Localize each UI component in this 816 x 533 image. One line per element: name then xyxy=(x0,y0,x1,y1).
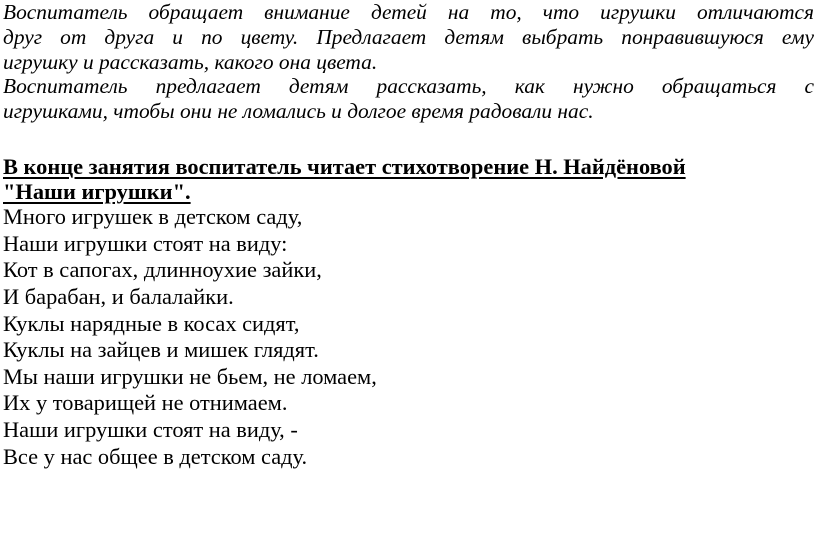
spacer xyxy=(3,124,814,149)
intro-paragraph-colors xyxy=(3,0,814,74)
document-page xyxy=(3,0,814,470)
poem-line: И барабан, и балалайки. xyxy=(3,283,234,309)
paragraph-line: Воспитатель предлагает детям рассказать, как нужно обращаться с xyxy=(3,74,814,99)
poem-heading xyxy=(3,155,814,204)
poem-line: Куклы нарядные в косах сидят, xyxy=(3,310,300,336)
poem-heading-line: "Наши игрушки". xyxy=(3,178,191,204)
poem-heading-line: В конце занятия воспитатель читает стихотворение Н. Найдёновой xyxy=(3,153,686,179)
intro-paragraph-care xyxy=(3,74,814,124)
poem-line: Их у товарищей не отнимаем. xyxy=(3,390,288,416)
poem-line: Куклы на зайцев и мишек глядят. xyxy=(3,337,319,363)
paragraph-line: игрушку и рассказать, какого она цвета. xyxy=(3,49,378,74)
poem-line: Все у нас общее в детском саду. xyxy=(3,443,308,469)
poem-line: Много игрушек в детском саду, xyxy=(3,204,303,230)
paragraph-line: Воспитатель обращает внимание детей на то, что игрушки отличаются xyxy=(3,0,814,24)
paragraph-line: друг от друга и по цвету. Предлагает детям выбрать понравившуюся ему xyxy=(3,24,814,49)
poem-text xyxy=(3,204,814,470)
paragraph-line: игрушками, чтобы они не ломались и долгое время радовали нас. xyxy=(3,99,594,124)
poem-line: Наши игрушки стоят на виду, - xyxy=(3,416,298,442)
poem-line: Кот в сапогах, длинноухие зайки, xyxy=(3,257,322,283)
poem-line: Мы наши игрушки не бьем, не ломаем, xyxy=(3,363,377,389)
poem-line: Наши игрушки стоят на виду: xyxy=(3,230,288,256)
